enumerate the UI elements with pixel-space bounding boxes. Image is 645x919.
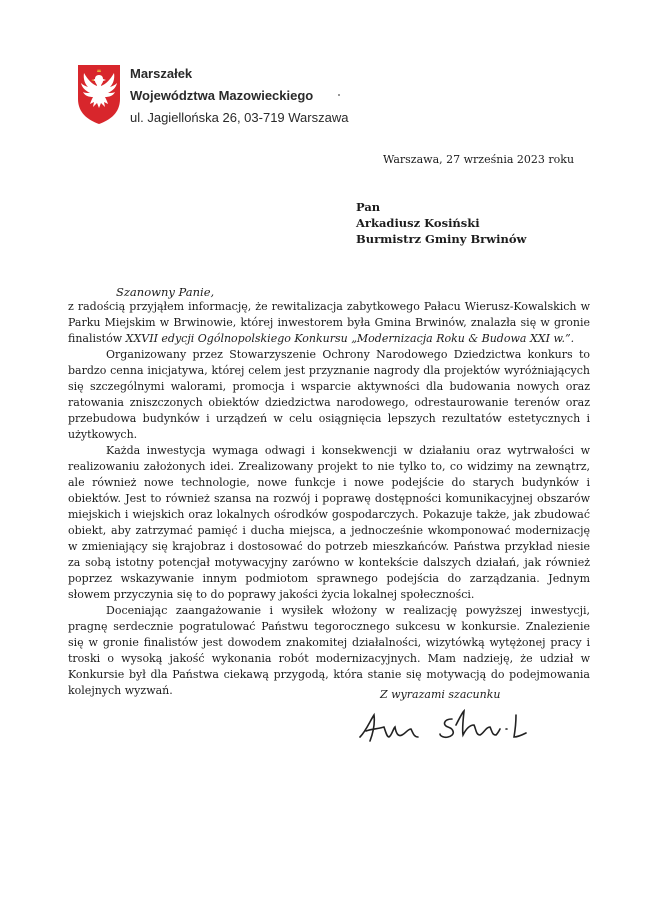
- paragraph-1: [68, 299, 590, 347]
- salutation: Szanowny Panie,: [116, 285, 215, 299]
- paragraph-3: Każda inwestycja wymaga odwagi i konsekwencji w działaniu oraz wytrwałości w realizowaniu założonych idei. Zrealizowany projekt to nie tylko to, co widzimy na zewnątrz, ale również nowe technologie, nowe funkcje i nowe podejście do starych budynków i obiektów. Jest to również szansa na rozwój i poprawę dostępności komunikacyjnej obszarów miejskich i wiejskich oraz lokalnych ośrodków gospodarczych. Pokazuje także, jak zbudować obiekt, aby zatrzymać pamięć i ducha miejsca, a jednocześnie wkomponować modernizację w zmieniający się krajobraz i dostosować do potrzeb mieszkańców. Państwa przykład niesie za sobą istotny potencjał motywacyjny zarówno w kontekście dalszych działań, jak również poprzez wskazywanie innym podmiotom sprawnego podejścia do zarządzania. Jednym słowem przyczynia się to do poprawy jakości życia lokalnej społeczności.: [68, 444, 590, 601]
- letter-body: [68, 299, 590, 699]
- closing-phrase: Z wyrazami szacunku: [380, 688, 501, 701]
- recipient-position: Burmistrz Gminy Brwinów: [356, 232, 527, 246]
- scan-speck: [338, 94, 340, 96]
- paragraph-1-text: z radością przyjąłem informację, że rewitalizacja zabytkowego Pałacu Wierusz-Kowalskich w Parku Miejskim w Brwinowie, której inwestorem była Gmina Brwinów, znalazła się w gronie finalistów: [68, 300, 590, 345]
- contest-name: XXVII edycji Ogólnopolskiego Konkursu „Modernizacja Roku & Budowa XXI w.”.: [125, 332, 575, 345]
- handwritten-signature-icon: [356, 707, 536, 749]
- recipient-block: [356, 199, 526, 247]
- recipient-title: Pan: [356, 200, 381, 214]
- sender-address: ul. Jagiellońska 26, 03-719 Warszawa: [130, 110, 349, 125]
- recipient-name: Arkadiusz Kosiński: [356, 216, 480, 230]
- sender-institution: Województwa Mazowieckiego: [130, 88, 314, 103]
- sender-title: Marszałek: [130, 66, 193, 81]
- sender-block: [130, 64, 348, 127]
- paragraph-4: Doceniając zaangażowanie i wysiłek włożony w realizację powyższej inwestycji, pragnę serdecznie pogratulować Państwu tegorocznego sukcesu w konkursie. Znalezienie się w gronie finalistów jest dowodem znakomitej działalności, wizytówką wytężonej pracy i troski o wysoką jakość wykonania robót modernizacyjnych. Mam nadzieję, że udział w Konkursie był dla Państwa ciekawą przygodą, która stanie się motywacją do podejmowania kolejnych wyzwań.: [68, 604, 590, 697]
- paragraph-2: Organizowany przez Stowarzyszenie Ochrony Narodowego Dziedzictwa konkurs to bardzo cenna inicjatywa, której celem jest przyznanie nagrody dla projektów wyróżniających się szczególnymi walorami, promocja i wsparcie aktywności dla budowania nowych oraz ratowania zniszczonych obiektów dziedzictwa narodowego, odrestaurowanie terenów oraz przebudowa budynków i urządzeń w celu osiągnięcia lepszych rezultatów estetycznych i użytkowych.: [68, 348, 590, 441]
- masovian-eagle-crest-icon: [76, 63, 122, 125]
- letter-date: Warszawa, 27 września 2023 roku: [383, 153, 575, 166]
